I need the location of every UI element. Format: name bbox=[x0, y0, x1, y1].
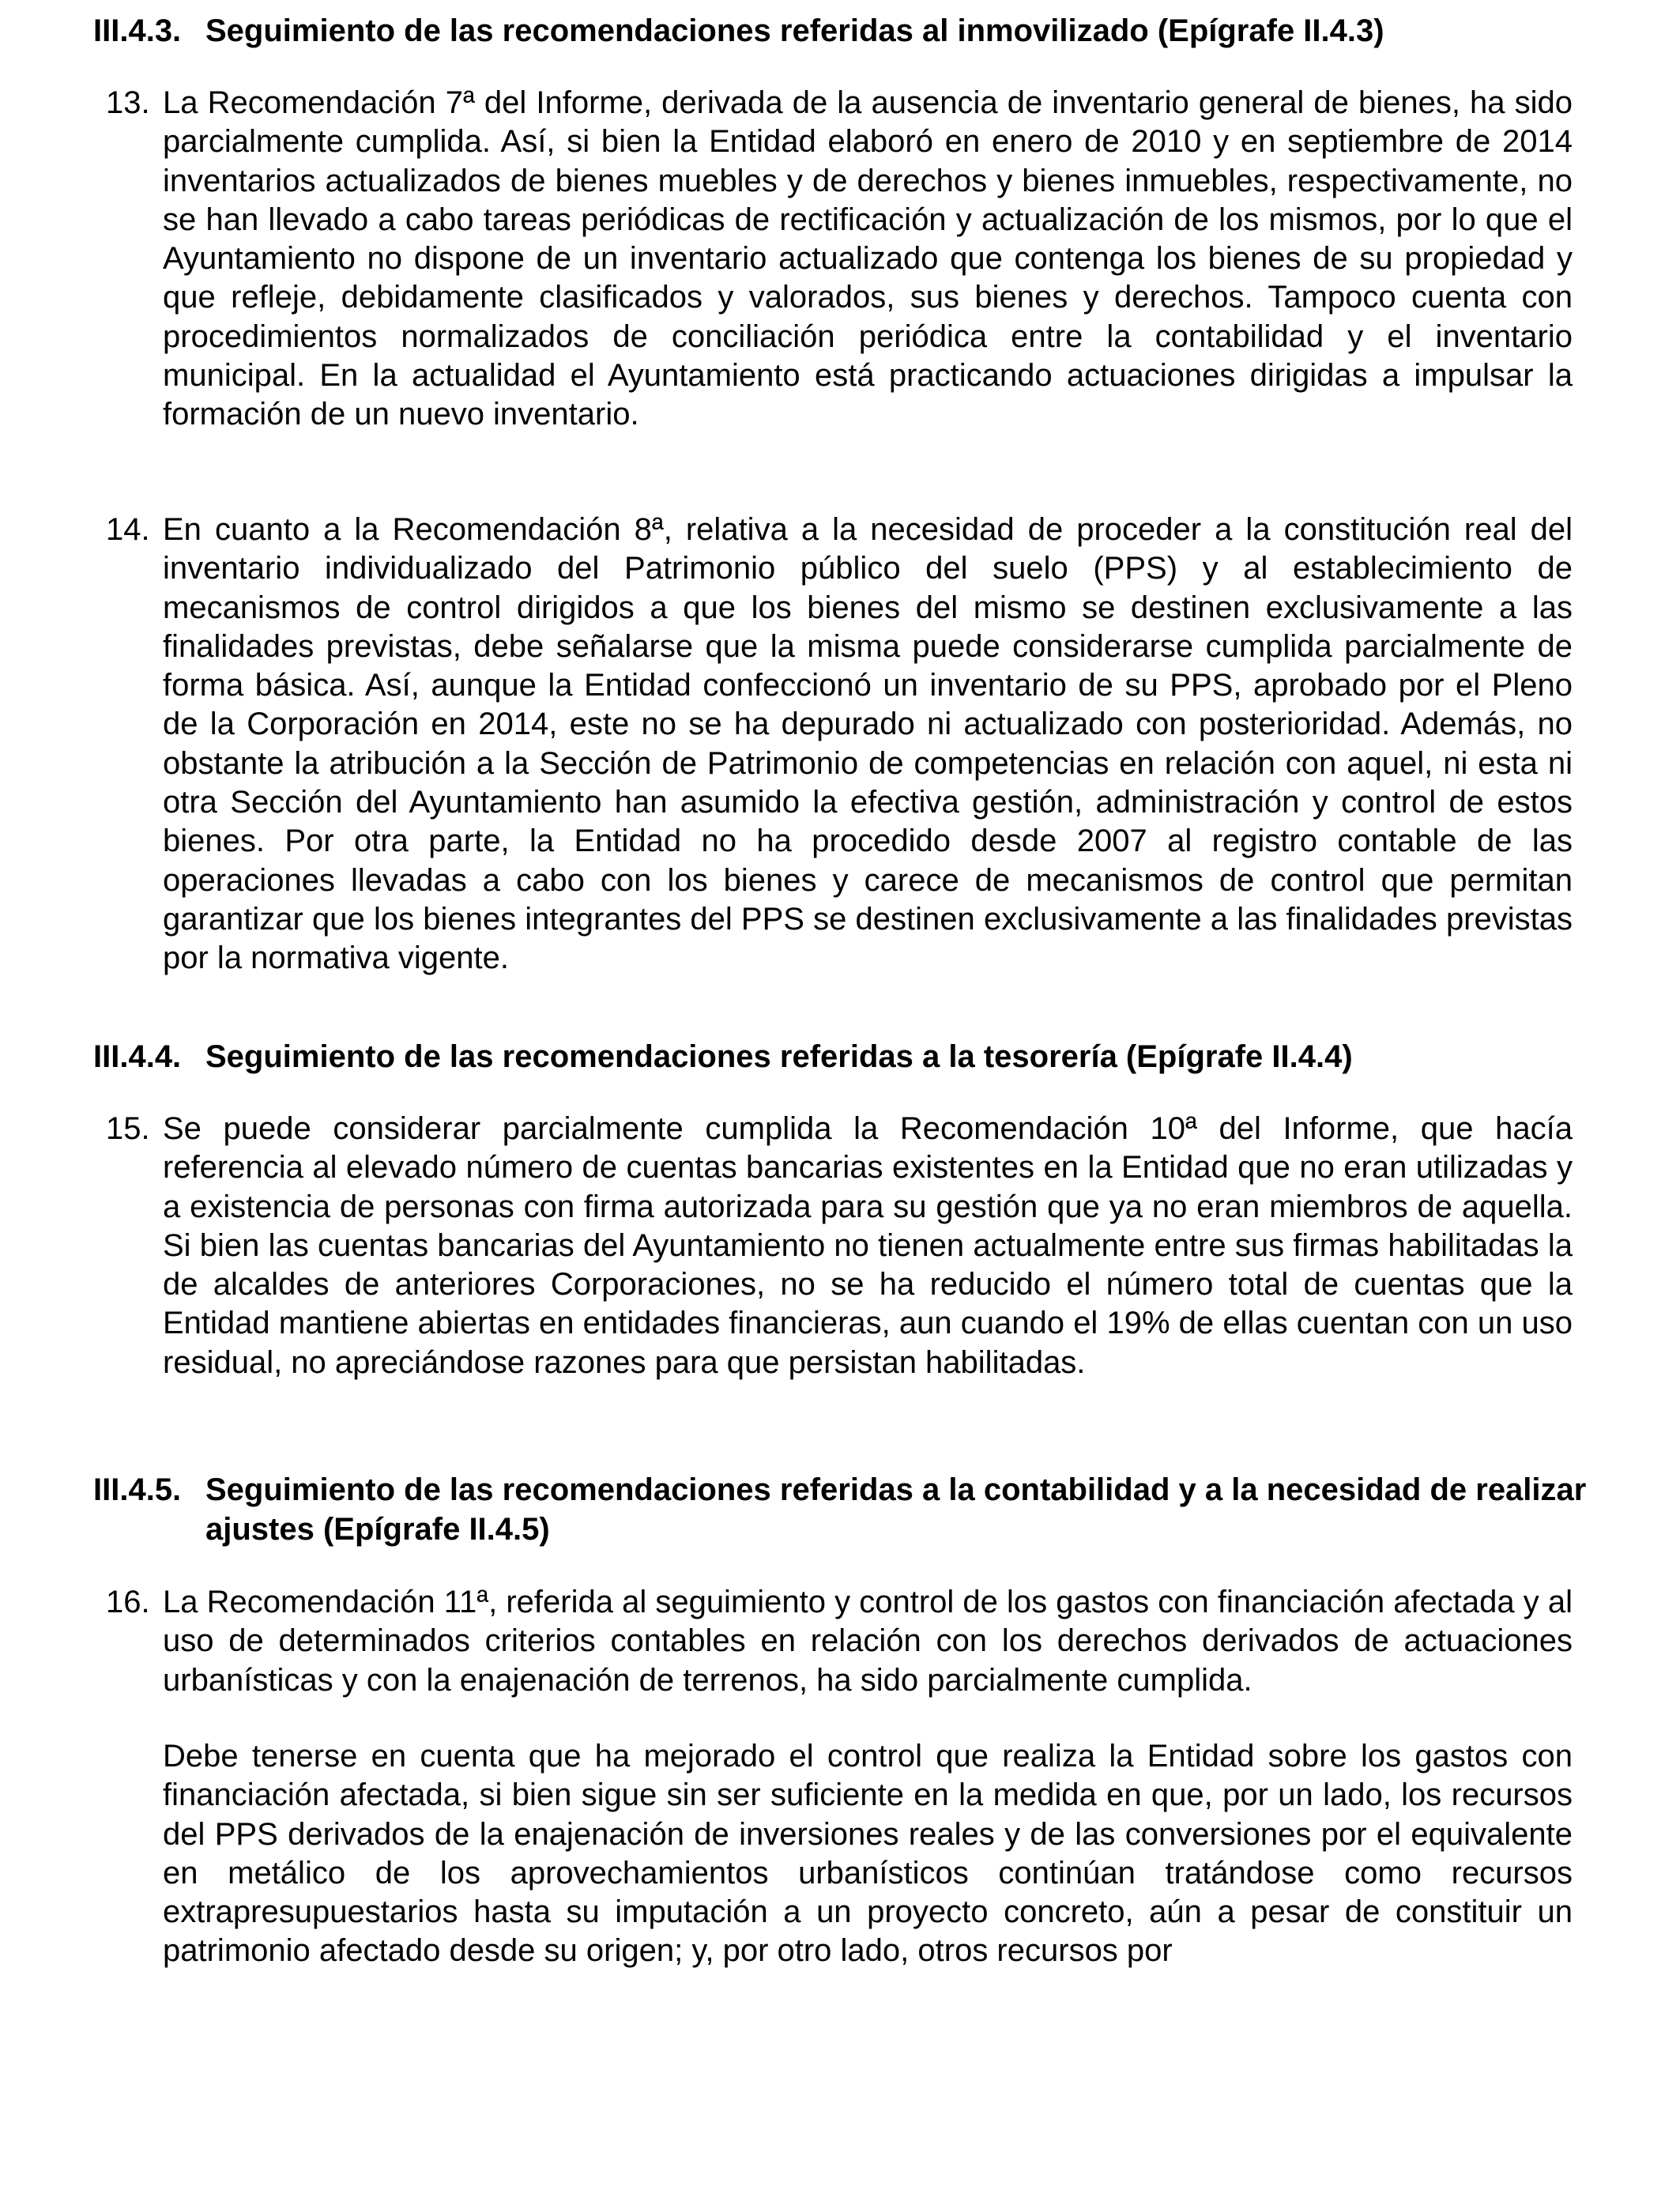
section-heading-iii-4-4 bbox=[93, 1037, 1595, 1076]
section-title: Seguimiento de las recomendaciones referidas al inmovilizado (Epígrafe II.4.3) bbox=[205, 13, 1384, 48]
paragraph-14 bbox=[106, 511, 1573, 978]
paragraph-number: 14. bbox=[106, 512, 150, 547]
section-title: Seguimiento de las recomendaciones referidas a la tesorería (Epígrafe II.4.4) bbox=[205, 1039, 1353, 1074]
paragraph-16-continuation bbox=[163, 1737, 1573, 1971]
section-number: III.4.3. bbox=[93, 13, 182, 48]
paragraph-text: La Recomendación 7ª del Informe, derivada de la ausencia de inventario general de bienes, ha sido parcialmente cumplida. Así, si bien la Entidad elaboró en enero de 2010 y en septiembre de 2014 inventarios actualizados de bienes muebles y de derechos y bienes inmuebles, respectivamente, no se han llevado a cabo tareas periódicas de rectificación y actualización de los mismos, por lo que el Ayuntamiento no dispone de un inventario actualizado que contenga los bienes de su propiedad y que refleje, debidamente clasificados y valorados, sus bienes y derechos. Tampoco cuenta con procedimientos normalizados de conciliación periódica entre la contabilidad y el inventario municipal. En la actualidad el Ayuntamiento está practicando actuaciones dirigidas a impulsar la formación de un nuevo inventario. bbox=[163, 85, 1573, 432]
paragraph-text: En cuanto a la Recomendación 8ª, relativa a la necesidad de proceder a la constitución real del inventario individualizado del Patrimonio público del suelo (PPS) y al establecimiento de mecanismos de control dirigidos a que los bienes del mismo se destinen exclusivamente a las finalidades previstas, debe señalarse que la misma puede considerarse cumplida parcialmente de forma básica. Así, aunque la Entidad confeccionó un inventario de su PPS, aprobado por el Pleno de la Corporación en 2014, este no se ha depurado ni actualizado con posterioridad. Además, no obstante la atribución a la Sección de Patrimonio de competencias en relación con aquel, ni esta ni otra Sección del Ayuntamiento han asumido la efectiva gestión, administración y control de estos bienes. Por otra parte, la Entidad no ha procedido desde 2007 al registro contable de las operaciones llevadas a cabo con los bienes y carece de mecanismos de control que permitan garantizar que los bienes integrantes del PPS se destinen exclusivamente a las finalidades previstas por la normativa vigente. bbox=[163, 512, 1573, 976]
paragraph-16 bbox=[106, 1583, 1573, 1700]
paragraph-13 bbox=[106, 84, 1573, 435]
section-heading-iii-4-5 bbox=[93, 1470, 1595, 1549]
section-title: Seguimiento de las recomendaciones referidas a la contabilidad y a la necesidad de realizar ajustes (Epígrafe II.4.5) bbox=[205, 1472, 1587, 1547]
paragraph-text: La Recomendación 11ª, referida al seguimiento y control de los gastos con financiación afectada y al uso de determinados criterios contables en relación con los derechos derivados de actuaciones urbanísticas y con la enajenación de terrenos, ha sido parcialmente cumplida. bbox=[163, 1585, 1573, 1698]
paragraph-15 bbox=[106, 1110, 1573, 1382]
paragraph-number: 15. bbox=[106, 1111, 150, 1146]
paragraph-number: 13. bbox=[106, 85, 150, 120]
paragraph-number: 16. bbox=[106, 1585, 150, 1619]
paragraph-text: Se puede considerar parcialmente cumplida la Recomendación 10ª del Informe, que hacía referencia al elevado número de cuentas bancarias existentes en la Entidad que no eran utilizadas y a existencia de personas con firma autorizada para su gestión que ya no eran miembros de aquella. Si bien las cuentas bancarias del Ayuntamiento no tienen actualmente entre sus firmas habilitadas la de alcaldes de anteriores Corporaciones, no se ha reducido el número total de cuentas que la Entidad mantiene abiertas en entidades financieras, aun cuando el 19% de ellas cuentan con un uso residual, no apreciándose razones para que persistan habilitadas. bbox=[163, 1111, 1573, 1380]
paragraph-text: Debe tenerse en cuenta que ha mejorado el control que realiza la Entidad sobre los gastos con financiación afectada, si bien sigue sin ser suficiente en la medida en que, por un lado, los recursos del PPS derivados de la enajenación de inversiones reales y de las conversiones por el equivalente en metálico de los aprovechamientos urbanísticos continúan tratándose como recursos extrapresupuestarios hasta su imputación a un proyecto concreto, aún a pesar de constituir un patrimonio afectado desde su origen; y, por otro lado, otros recursos por bbox=[163, 1739, 1573, 1969]
section-heading-iii-4-3 bbox=[93, 11, 1595, 51]
section-number: III.4.4. bbox=[93, 1039, 182, 1074]
section-number: III.4.5. bbox=[93, 1472, 182, 1507]
